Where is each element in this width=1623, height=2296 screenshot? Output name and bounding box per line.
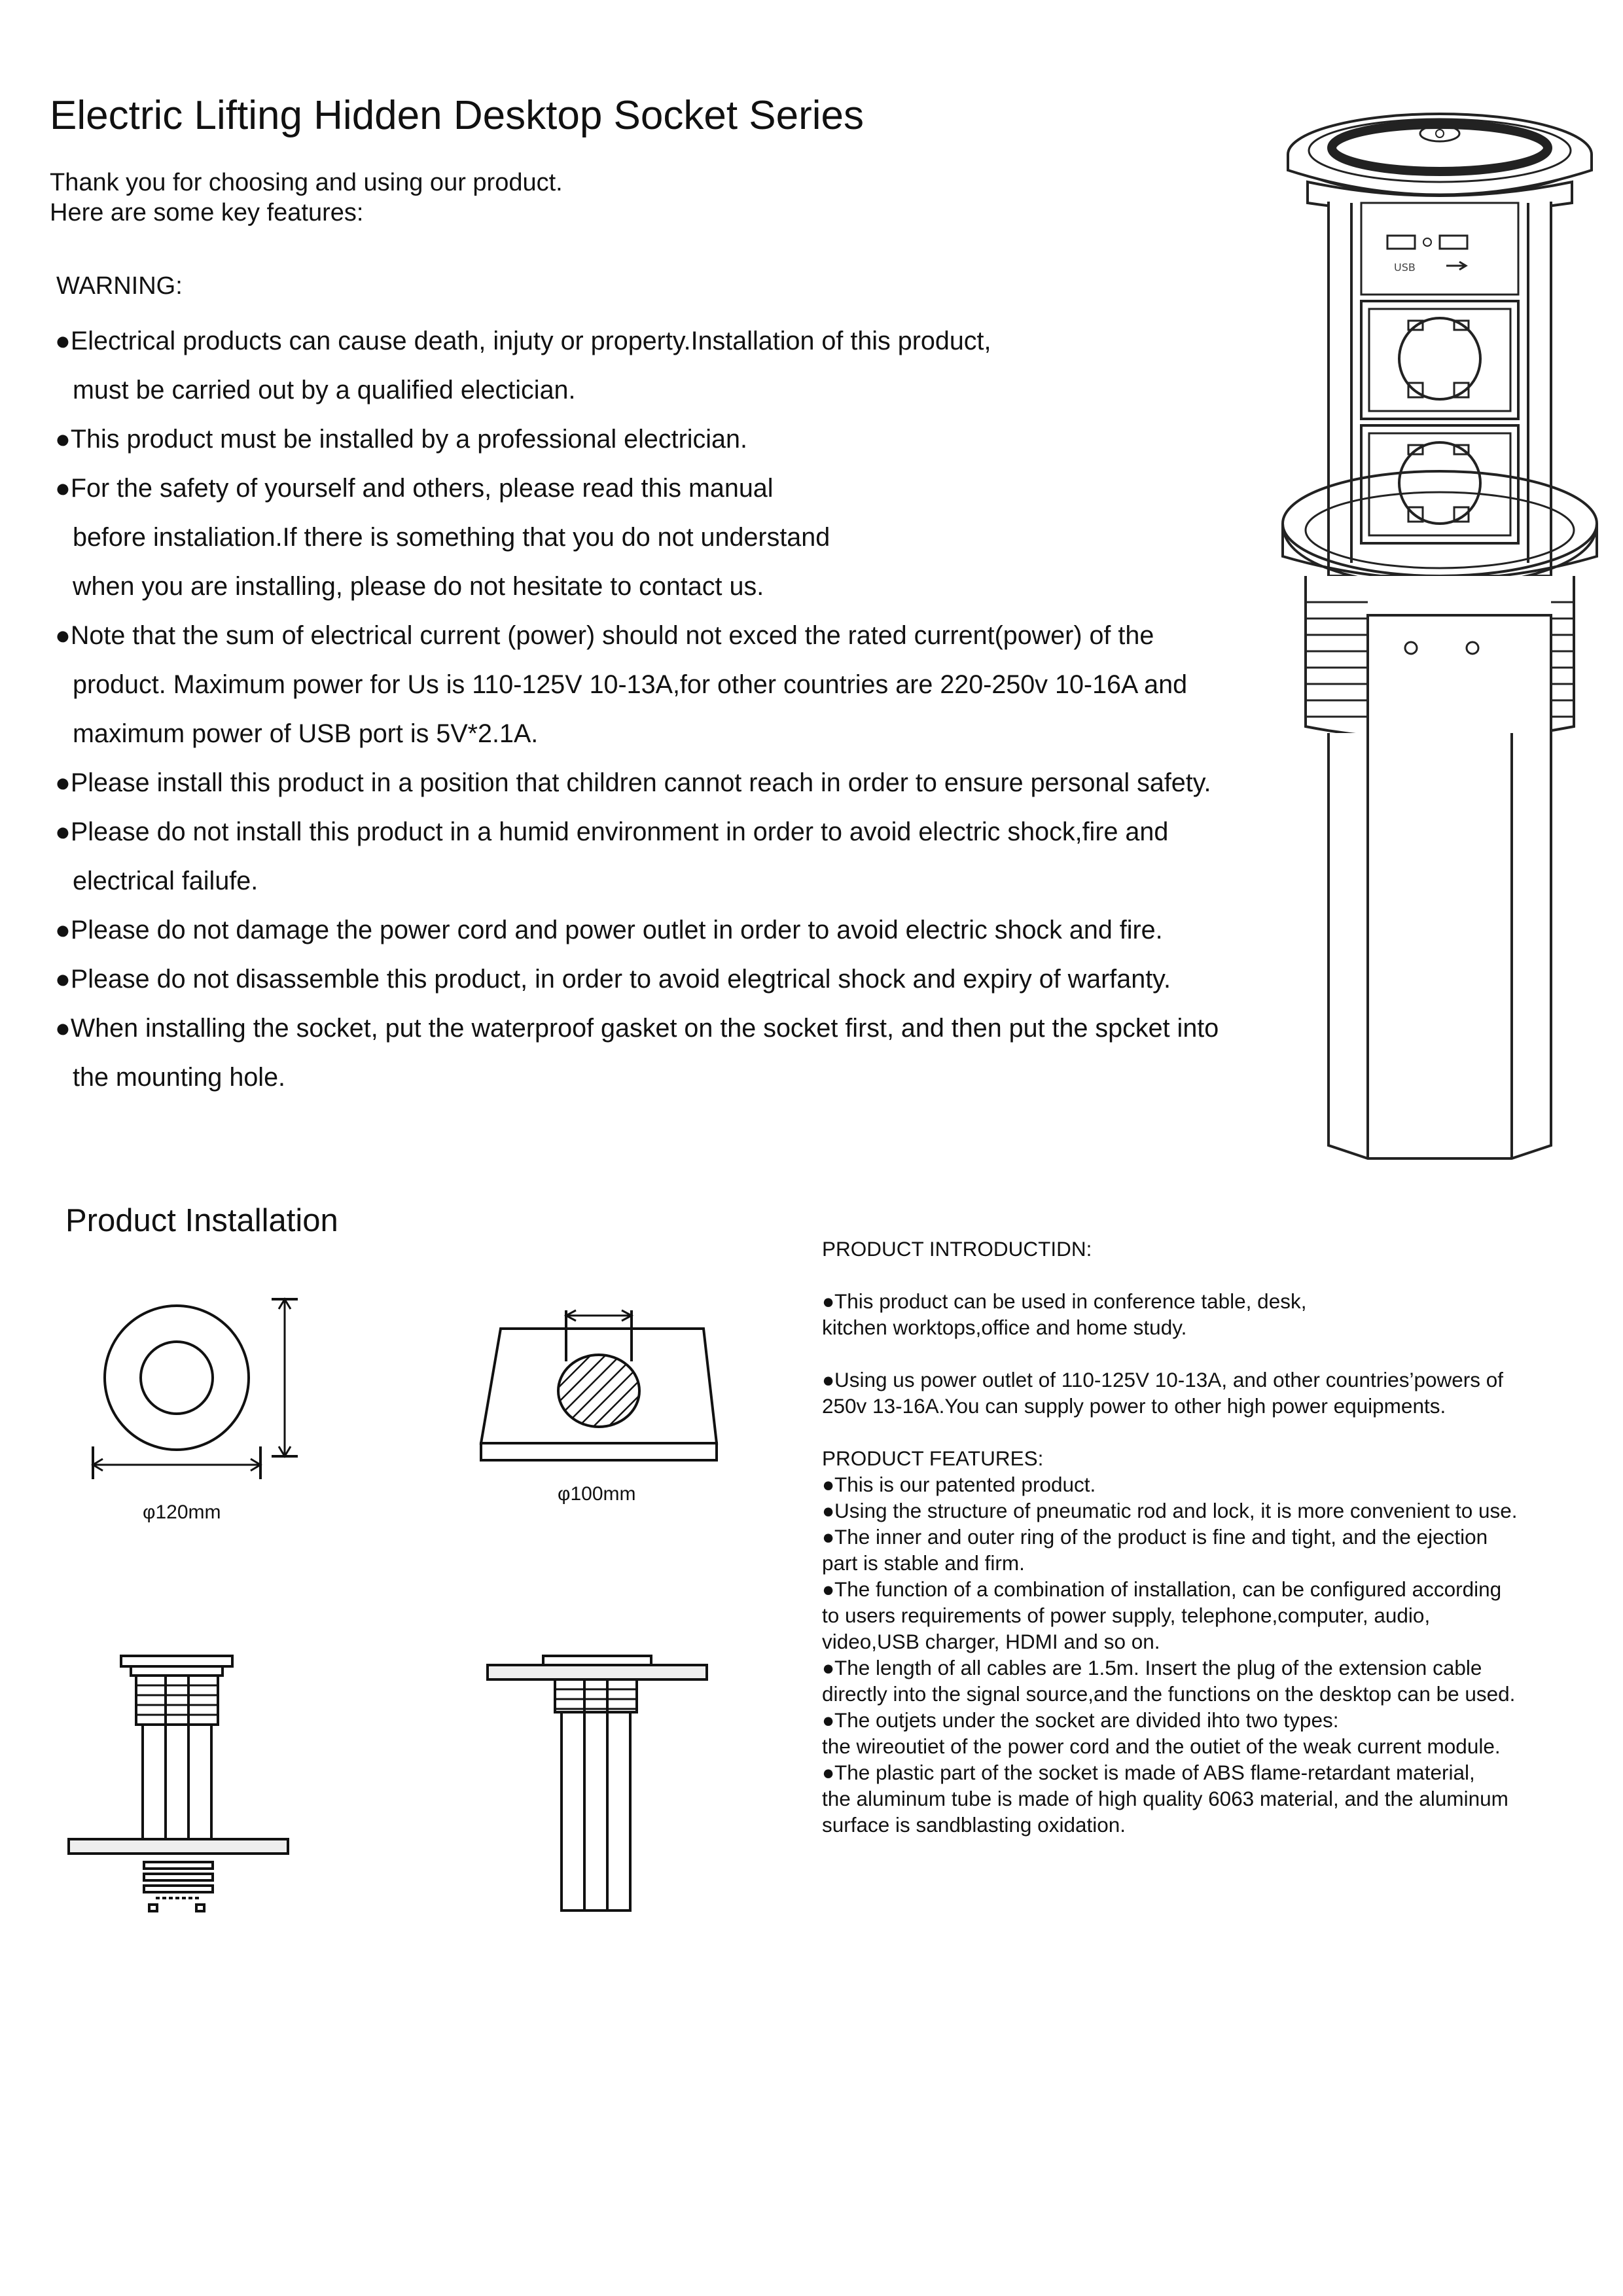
- section-title-installation: Product Installation: [65, 1203, 338, 1238]
- feature-line: ●This is our patented product.: [822, 1473, 1096, 1496]
- dimension-hole-label: φ100mm: [558, 1483, 636, 1505]
- diagram-outer-diameter: [85, 1283, 308, 1499]
- socket-tower-illustration: [1263, 105, 1616, 1191]
- feature-line: ●The outjets under the socket are divided ihto two types:: [822, 1708, 1339, 1732]
- introduction-line: kitchen worktops,office and home study.: [822, 1316, 1187, 1339]
- document-title: Electric Lifting Hidden Desktop Socket Series: [50, 93, 865, 138]
- warning-list: [55, 317, 1219, 1102]
- warning-line: ●Note that the sum of electrical current (power) should not exced the rated current(power) of the: [55, 621, 1154, 650]
- features-heading: PRODUCT FEATURES:: [822, 1446, 1044, 1470]
- introduction-line: 250v 13-16A.You can supply power to other high power equipments.: [822, 1394, 1446, 1418]
- warning-line: electrical failufe.: [73, 867, 259, 895]
- feature-line: ●The function of a combination of installation, can be configured according: [822, 1577, 1502, 1601]
- warning-line: ●This product must be installed by a professional electrician.: [55, 425, 747, 454]
- introduction-line: ●This product can be used in conference table, desk,: [822, 1289, 1307, 1313]
- warning-line: the mounting hole.: [73, 1063, 286, 1092]
- usb-label: USB: [1394, 261, 1416, 274]
- feature-line: to users requirements of power supply, telephone,computer, audio,: [822, 1604, 1431, 1627]
- feature-line: surface is sandblasting oxidation.: [822, 1813, 1126, 1837]
- feature-line: directly into the signal source,and the functions on the desktop can be used.: [822, 1682, 1516, 1706]
- warning-line: product. Maximum power for Us is 110-125V 10-13A,for other countries are 220-250v 10-16A and: [73, 670, 1188, 699]
- feature-line: the aluminum tube is made of high quality 6063 material, and the aluminum: [822, 1787, 1508, 1810]
- feature-line: ●Using the structure of pneumatic rod and lock, it is more convenient to use.: [822, 1499, 1518, 1522]
- warning-line: ●For the safety of yourself and others, please read this manual: [55, 474, 774, 503]
- warning-line: must be carried out by a qualified electician.: [73, 376, 576, 404]
- dimension-outer-label: φ120mm: [143, 1501, 221, 1523]
- diagram-mounting-hole: [471, 1296, 733, 1473]
- introduction-line: ●Using us power outlet of 110-125V 10-13A, and other countries’powers of: [822, 1368, 1504, 1391]
- intro-line: Here are some key features:: [50, 199, 364, 226]
- warning-line: when you are installing, please do not hesitate to contact us.: [73, 572, 764, 601]
- diagram-install-step-2: [484, 1653, 710, 1914]
- warning-line: ●Please do not disassemble this product, in order to avoid elegtrical shock and expiry of warfanty.: [55, 965, 1171, 994]
- warning-line: ●Please install this product in a position that children cannot reach in order to ensure personal safety.: [55, 768, 1211, 797]
- feature-line: the wireoutiet of the power cord and the outiet of the weak current module.: [822, 1734, 1501, 1758]
- feature-line: ●The length of all cables are 1.5m. Insert the plug of the extension cable: [822, 1656, 1482, 1679]
- warning-line: ●When installing the socket, put the waterproof gasket on the socket first, and then put the spcket into: [55, 1014, 1219, 1043]
- warning-line: ●Please do not damage the power cord and power outlet in order to avoid electric shock and fire.: [55, 916, 1163, 944]
- product-introduction-panel: [822, 1236, 1594, 1838]
- diagram-install-step-1: [65, 1653, 291, 1914]
- feature-line: part is stable and firm.: [822, 1551, 1025, 1575]
- feature-line: ●The inner and outer ring of the product is fine and tight, and the ejection: [822, 1525, 1488, 1549]
- introduction-heading: PRODUCT INTRODUCTIDN:: [822, 1237, 1092, 1261]
- intro-line: Thank you for choosing and using our product.: [50, 169, 563, 196]
- warning-heading: WARNING:: [56, 272, 183, 300]
- warning-line: ●Electrical products can cause death, injuty or property.Installation of this product,: [55, 327, 991, 355]
- intro-text: [50, 168, 563, 228]
- feature-line: ●The plastic part of the socket is made of ABS flame-retardant material,: [822, 1761, 1475, 1784]
- warning-line: ●Please do not install this product in a humid environment in order to avoid electric shock,fire and: [55, 817, 1169, 846]
- warning-line: before instaliation.If there is something that you do not understand: [73, 523, 830, 552]
- warning-line: maximum power of USB port is 5V*2.1A.: [73, 719, 539, 748]
- feature-line: video,USB charger, HDMI and so on.: [822, 1630, 1160, 1653]
